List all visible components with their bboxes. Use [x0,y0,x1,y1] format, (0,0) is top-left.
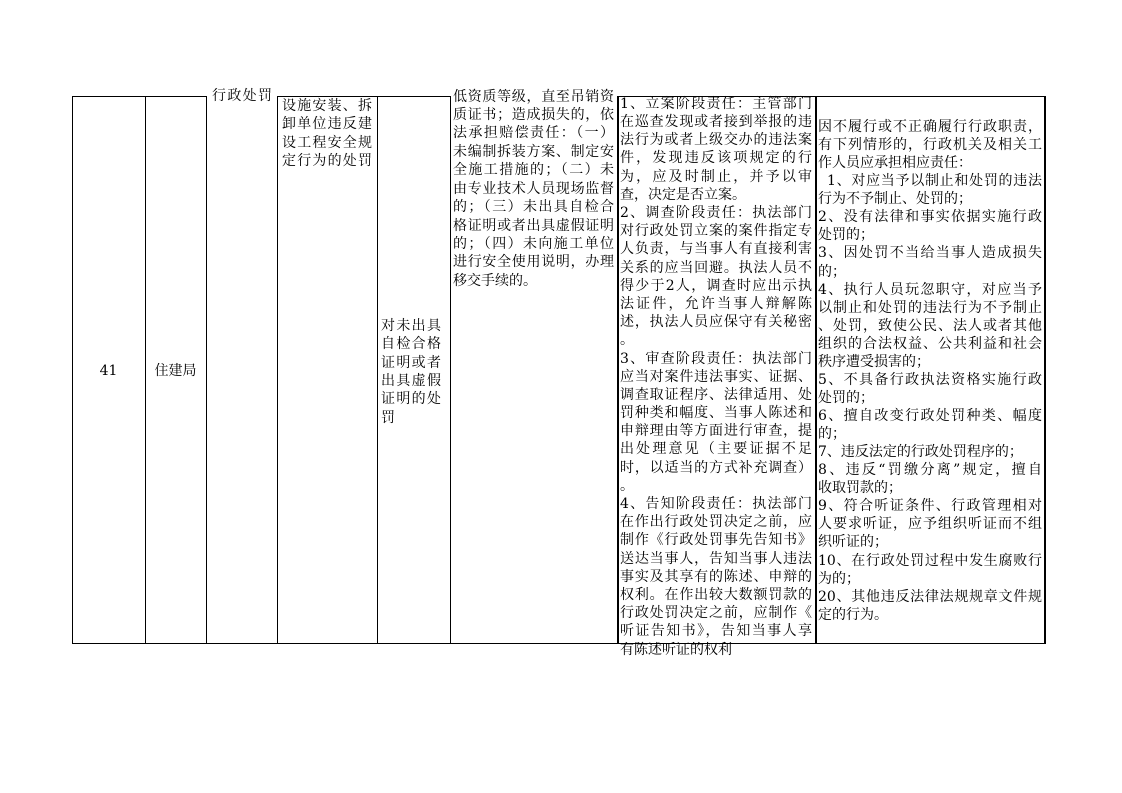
accountability-line: 的； [818,426,846,443]
responsibility-line: 1、立案阶段责任：主管部门 [620,95,812,112]
responsibility-line: 送达当事人，告知当事人违法 [620,550,812,567]
accountability-line: 收取罚款的； [818,480,902,497]
responsibility-line: 应当对案件违法事实、证据、 [620,368,812,385]
responsibility-line: 4、告知阶段责任：执法部门 [620,496,812,513]
accountability-line: 因不履行或不正确履行行政职责， [818,119,1042,135]
responsibility-line: 罚种类和幅度、当事人陈述和 [620,405,812,422]
category-text [206,88,277,122]
sub-item-line: 自检合格 [381,336,441,353]
basis-line: 格证明或者出具虚假证明 [453,217,614,234]
accountability-line: 为的； [818,570,860,587]
accountability-line: 处罚的； [818,389,874,406]
accountability-line: 以制止和处罚的违法行为不予制止 [818,299,1042,316]
cell-category [206,96,277,644]
responsibility-line: 得少于2人，调查时应出示执 [620,277,812,294]
item-name-line: 设工程安全规 [282,134,372,151]
responsibility-line: 对行政处罚立案的案件指定专 [620,223,812,240]
sub-item-text [381,317,441,427]
basis-line: 低资质等级，直至吊销资 [453,88,614,105]
accountability-line: 1、对应当予以制止和处罚的违法 [827,173,1042,190]
responsibility-line: 事实及其享有的陈述、申辩的 [620,568,812,585]
sub-item-line: 罚 [381,409,395,426]
accountability-line: 5、不具备行政执法资格实施行政 [818,371,1042,388]
item-name-line: 定行为的处罚 [282,153,372,170]
accountability-line: 处罚的； [818,227,874,244]
department-name: 住建局 [154,363,197,379]
accountability-line: 9、符合听证条件、行政管理相对 [818,498,1042,515]
responsibility-line: 在作出行政处罚决定之前，应 [620,514,812,531]
accountability-line: 定的行为。 [818,606,888,623]
sub-item-line: 对未出具 [381,317,441,334]
sub-item-line: 出具虚假 [381,372,441,389]
accountability-line: 组织的合法权益、公共利益和社会 [818,335,1042,352]
responsibility-line: 人负责，与当事人有直接利害 [620,241,812,258]
item-name-text [282,97,372,171]
basis-line: 的；（三）未出具自检合 [453,199,614,216]
basis-line: 由专业技术人员现场监督 [453,180,614,197]
accountability-line: 8、违反“罚缴分离”规定，擅自 [818,462,1042,479]
responsibility-line: 法证件，允许当事人辩解陈 [620,295,812,312]
accountability-line: 6、擅自改变行政处罚种类、幅度 [818,408,1042,424]
basis-line: 的；（四）未向施工单位 [453,236,614,252]
category-line: 行政处罚 [212,88,272,104]
responsibility-line: 行政处罚决定之前，应制作《 [620,605,812,622]
item-name-line: 卸单位违反建 [282,116,372,133]
responsibility-line: 申辩理由等方面进行审查，提 [620,423,812,440]
accountability-line: 秩序遭受损害的； [818,353,930,370]
accountability-line: 织听证的； [818,534,888,551]
accountability-line: 3、因处罚不当给当事人造成损失 [818,245,1042,262]
responsibility-line: 2、调查阶段责任：执法部门 [620,205,812,222]
accountability-line: 7、违反法定的行政处罚程序的； [818,444,1023,461]
responsibility-line: 3、审查阶段责任：执法部门 [620,350,812,367]
accountability-line: 行为不予制止、处罚的； [818,191,972,208]
basis-line: 进行安全使用说明，办理 [453,254,614,271]
responsibility-line: 。 [620,477,634,494]
item-name-line: 设施安装、拆 [282,97,372,114]
basis-line: 法承担赔偿责任：（一） [453,125,614,142]
responsibility-text [617,95,815,658]
basis-text [450,88,617,644]
accountability-line: 的； [818,263,846,280]
cell-item-name [277,96,377,644]
responsibility-line: 有陈述听证的权利 [620,641,732,658]
basis-line: 未编制拆装方案、制定安 [453,143,614,160]
responsibility-line: 述，执法人员应保守有关秘密 [620,314,812,331]
responsibility-line: 件，发现违反该项规定的行 [620,150,812,167]
responsibility-line: 听证告知书》，告知当事人享 [620,623,812,640]
responsibility-line: 。 [620,332,634,349]
basis-line: 移交手续的。 [453,272,537,289]
accountability-line: 作人员应承担相应责任： [818,155,972,172]
accountability-line: 4、执行人员玩忽职守，对应当予 [818,281,1042,298]
sub-item-line: 证明或者 [381,354,441,371]
accountability-line: 10、在行政处罚过程中发生腐败行 [818,552,1042,569]
responsibility-line: 为，应及时制止，并予以审 [620,168,812,185]
responsibility-line: 在巡查发现或者接到举报的违 [620,114,812,131]
accountability-line: 、处罚，致使公民、法人或者其他 [818,317,1042,334]
responsibility-line: 关系的应当回避。执法人员不 [620,259,812,276]
accountability-line: 20、其他违反法律法规规章文件规 [818,588,1042,605]
responsibility-line: 权利。在作出较大数额罚款的 [620,586,812,603]
responsibility-line: 制作《行政处罚事先告知书》 [620,532,812,549]
row-number: 41 [99,363,118,379]
responsibility-line: 调查取证程序、法律适用、处 [620,386,812,403]
accountability-line: 2、没有法律和事实依据实施行政 [818,209,1042,226]
responsibility-line: 查，决定是否立案。 [620,186,746,203]
sub-item-line: 证明的处 [381,391,441,408]
responsibility-line: 法行为或者上级交办的违法案 [620,132,812,149]
accountability-line: 人要求听证，应予组织听证而不组 [818,516,1042,533]
accountability-text [818,118,1042,624]
basis-line: 质证书；造成损失的，依 [453,106,614,123]
accountability-line: 有下列情形的，行政机关及相关工 [818,137,1042,154]
responsibility-line: 时，以适当的方式补充调查） [620,459,812,476]
responsibility-line: 出处理意见（主要证据不足 [620,441,812,458]
basis-line: 全施工措施的；（二）未 [453,162,614,179]
